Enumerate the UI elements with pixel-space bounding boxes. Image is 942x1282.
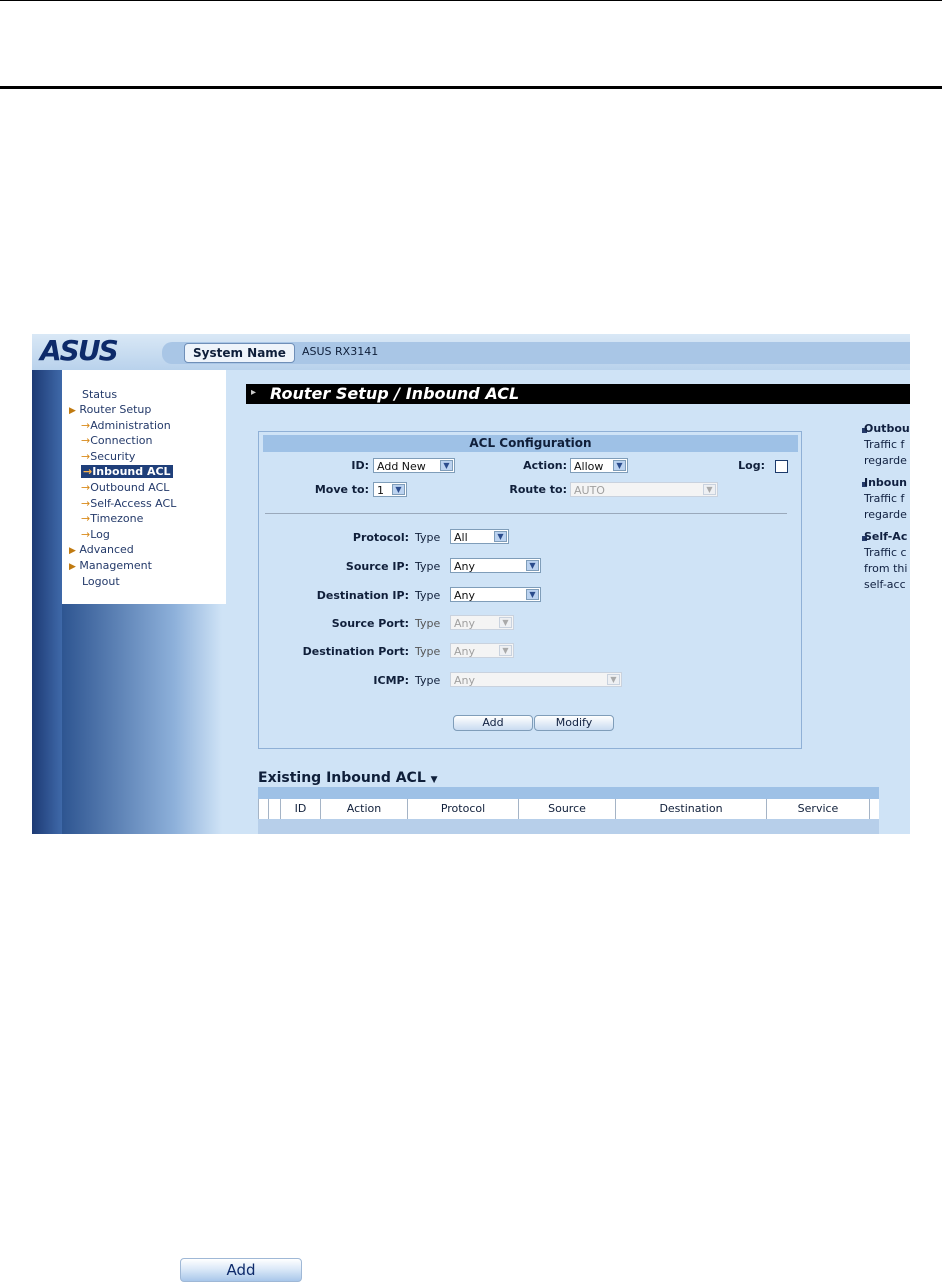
expand-triangle-icon: ▶ <box>69 546 76 556</box>
page-title-bar <box>246 384 910 404</box>
nav-logout[interactable]: Logout <box>82 575 120 588</box>
help-selfaccess-line3: self-acc <box>864 578 906 591</box>
table-col-end <box>869 799 879 819</box>
route-to-select[interactable] <box>570 482 718 497</box>
expand-triangle-icon: ▶ <box>69 406 76 416</box>
existing-acl-title: Existing Inbound ACL <box>258 770 426 786</box>
left-decor-strip <box>32 370 62 834</box>
standalone-add-button[interactable]: Add <box>180 1258 302 1282</box>
arrow-icon: → <box>81 528 91 541</box>
destination-ip-type-word: Type <box>415 589 441 602</box>
help-outbound-heading: Outbou <box>864 422 910 435</box>
destination-port-type-word: Type <box>415 645 441 658</box>
sidebar-nav <box>62 370 226 604</box>
source-port-select[interactable] <box>450 615 514 630</box>
arrow-icon: → <box>81 434 91 447</box>
chevron-down-icon: ▼ <box>703 484 716 495</box>
move-to-label: Move to: <box>314 483 369 496</box>
chevron-down-icon: ▼ <box>613 460 626 471</box>
table-body <box>258 819 879 834</box>
id-label: ID: <box>351 459 369 472</box>
source-ip-select-value: Any <box>454 560 476 573</box>
icmp-select-value: Any <box>454 674 476 687</box>
arrow-icon: → <box>81 497 91 510</box>
nav-administration-label: Administration <box>90 419 171 432</box>
help-inbound-line2: regarde <box>864 508 907 521</box>
nav-security[interactable] <box>81 450 135 463</box>
icmp-type-word: Type <box>415 674 441 687</box>
nav-connection-label: Connection <box>90 434 153 447</box>
chevron-down-icon: ▼ <box>494 531 507 542</box>
nav-management-label: Management <box>79 559 152 572</box>
modify-button[interactable]: Modify <box>534 715 614 731</box>
nav-management[interactable] <box>69 559 152 572</box>
nav-router-setup[interactable] <box>69 403 151 416</box>
action-select-value: Allow <box>574 460 604 473</box>
title-bullet-icon: ▸ <box>251 387 257 398</box>
icmp-select[interactable] <box>450 672 622 687</box>
source-ip-type-word: Type <box>415 560 441 573</box>
acl-config-panel <box>258 431 802 749</box>
system-name-value: ASUS RX3141 <box>302 345 379 358</box>
table-col-source: Source <box>518 799 615 819</box>
help-outbound-line2: regarde <box>864 454 907 467</box>
nav-log-label: Log <box>90 528 110 541</box>
arrow-icon: → <box>81 419 91 432</box>
chevron-down-icon: ▼ <box>499 645 512 656</box>
source-ip-select[interactable] <box>450 558 541 573</box>
arrow-icon: → <box>81 450 91 463</box>
add-button[interactable]: Add <box>453 715 533 731</box>
source-port-select-value: Any <box>454 617 476 630</box>
nav-outbound-acl-label: Outbound ACL <box>90 481 170 494</box>
move-to-select-value: 1 <box>377 484 384 497</box>
protocol-select[interactable] <box>450 529 509 544</box>
page-title: Router Setup / Inbound ACL <box>270 384 520 403</box>
table-header-band <box>258 787 879 799</box>
top-bar <box>32 334 910 370</box>
nav-inbound-acl[interactable] <box>81 465 173 478</box>
destination-port-select[interactable] <box>450 643 514 658</box>
existing-acl-heading[interactable] <box>258 770 438 786</box>
log-label: Log: <box>738 459 765 472</box>
nav-timezone[interactable] <box>81 512 143 525</box>
chevron-down-icon: ▼ <box>526 589 539 600</box>
nav-status[interactable]: Status <box>82 388 118 401</box>
nav-log[interactable] <box>81 528 110 541</box>
nav-timezone-label: Timezone <box>90 512 144 525</box>
table-col-id: ID <box>280 799 320 819</box>
header-rule <box>0 86 942 89</box>
protocol-type-word: Type <box>415 531 441 544</box>
divider <box>265 513 787 514</box>
asus-logo: ASUS <box>40 334 117 367</box>
source-ip-label: Source IP: <box>345 560 409 573</box>
log-checkbox[interactable] <box>775 460 788 473</box>
nav-connection[interactable] <box>81 434 152 447</box>
router-ui-screenshot <box>32 334 910 834</box>
help-outbound-line1: Traffic f <box>864 438 905 451</box>
table-col-destination: Destination <box>615 799 766 819</box>
nav-outbound-acl[interactable] <box>81 481 169 494</box>
route-to-select-value: AUTO <box>574 484 605 497</box>
nav-security-label: Security <box>90 450 136 463</box>
action-label: Action: <box>523 459 567 472</box>
help-selfaccess-line1: Traffic c <box>864 546 907 559</box>
chevron-down-icon: ▼ <box>526 560 539 571</box>
arrow-icon: → <box>81 512 91 525</box>
id-select[interactable] <box>373 458 455 473</box>
dropdown-triangle-icon: ▼ <box>430 775 438 785</box>
arrow-icon: → <box>83 465 93 478</box>
route-to-label: Route to: <box>509 483 567 496</box>
chevron-down-icon: ▼ <box>499 617 512 628</box>
destination-ip-label: Destination IP: <box>316 589 409 602</box>
nav-self-access-acl-label: Self-Access ACL <box>90 497 177 510</box>
help-inbound-line1: Traffic f <box>864 492 905 505</box>
top-rule <box>0 0 942 1</box>
help-inbound-heading: Inboun <box>864 476 908 489</box>
chevron-down-icon: ▼ <box>392 484 405 495</box>
protocol-label: Protocol: <box>352 531 409 544</box>
icmp-label: ICMP: <box>373 674 409 687</box>
help-selfaccess-line2: from thi <box>864 562 908 575</box>
chevron-down-icon: ▼ <box>607 674 620 685</box>
id-select-value: Add New <box>377 460 426 473</box>
protocol-select-value: All <box>454 531 468 544</box>
expand-triangle-icon: ▶ <box>69 562 76 572</box>
table-col-select <box>268 799 280 819</box>
table-col-action: Action <box>320 799 407 819</box>
table-col-service: Service <box>766 799 869 819</box>
nav-administration[interactable] <box>81 419 171 432</box>
action-select[interactable] <box>570 458 628 473</box>
table-col-spacer <box>258 799 268 819</box>
nav-inbound-acl-label: Inbound ACL <box>92 465 171 478</box>
destination-port-select-value: Any <box>454 645 476 658</box>
arrow-icon: → <box>81 481 91 494</box>
destination-port-label: Destination Port: <box>302 645 409 658</box>
nav-self-access-acl[interactable] <box>81 497 176 510</box>
left-decor-fill <box>62 604 222 834</box>
system-name-label: System Name <box>184 343 295 363</box>
source-port-label: Source Port: <box>331 617 409 630</box>
chevron-down-icon: ▼ <box>440 460 453 471</box>
destination-ip-select[interactable] <box>450 587 541 602</box>
table-col-protocol: Protocol <box>407 799 518 819</box>
nav-advanced-label: Advanced <box>79 543 134 556</box>
panel-title: ACL Configuration <box>263 435 798 452</box>
source-port-type-word: Type <box>415 617 441 630</box>
nav-advanced[interactable] <box>69 543 134 556</box>
help-selfaccess-heading: Self-Ac <box>864 530 908 543</box>
destination-ip-select-value: Any <box>454 589 476 602</box>
nav-router-setup-label: Router Setup <box>79 403 152 416</box>
move-to-select[interactable] <box>373 482 407 497</box>
help-sidebar <box>850 418 910 618</box>
